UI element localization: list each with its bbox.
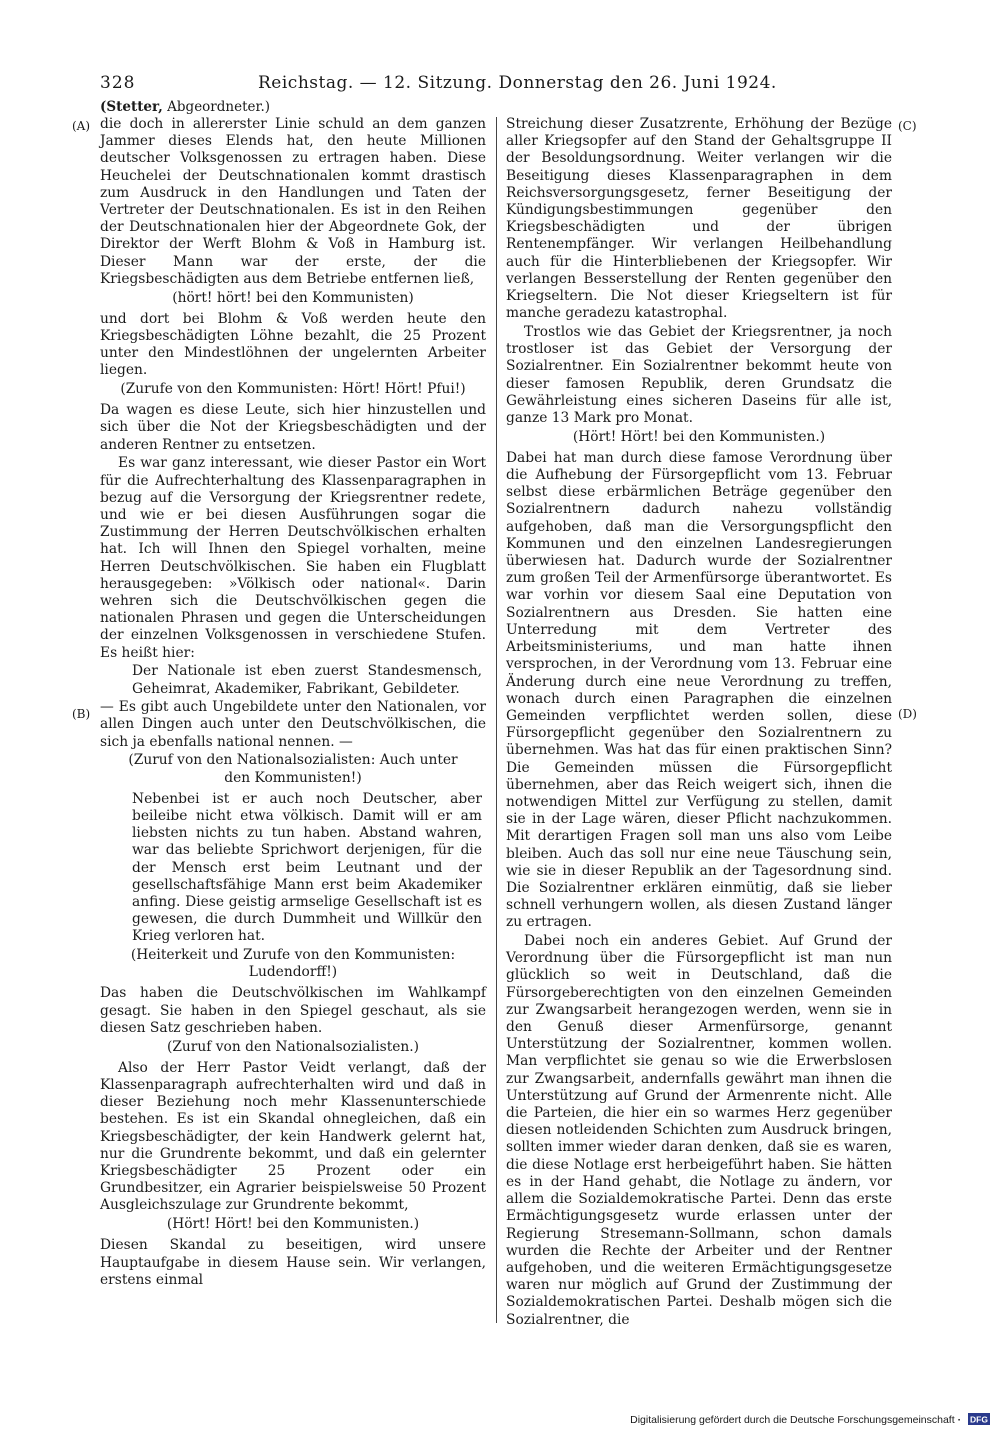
paragraph: und dort bei Blohm & Voß werden heute den Kriegsbeschädigten Löhne bezahlt, die 25 Prozent unter den Mindestlöhnen der ungelernten Arbeiter liegen. [100, 310, 486, 379]
paragraph: die doch in allererster Linie schuld an dem ganzen Jammer dieses Elends hat, den heute Millionen deutscher Volksgenossen zu ertragen haben. Diese Heuchelei der Deutschnationalen kommt drastisch zum Ausdruck in den Handlungen und Taten der Vertreter der Deutschnationalen. Es ist in den Reihen der Deutschnationalen hier der Abgeordnete Gok, der Direktor der Werft Blohm & Voß in Hamburg ist. Dieser Mann war der erste, der die Kriegsbeschädigten aus dem Betriebe entfernen ließ, [100, 116, 486, 287]
interjection: (Hört! Hört! bei den Kommunisten.) [572, 428, 826, 445]
page-number: 328 [100, 73, 136, 93]
paragraph: Es war ganz interessant, wie dieser Pastor ein Wort für die Aufrechterhaltung des Klassenparagraphen in bezug auf die Versorgung der Kriegsrentner redete, und wie er bei diesen Ausführungen sogar die Zustimmung der Herren Deutschvölkischen erhalten hat. Ich will Ihnen den Spiegel vorhalten, meine Herren Deutschvölkischen. Sie haben ein Flugblatt herausgegeben: »Völkisch oder national«. Darin wehren sich die Deutschvölkischen gegen die nationalen Phrasen und gegen die Unterscheidungen der einzelnen Volksgenossen in verschiedene Stufen. Es heißt hier: [100, 455, 486, 661]
paragraph: Da wagen es diese Leute, sich hier hinzustellen und sich über die Not der Kriegsbeschädigten und der anderen Rentner zu entsetzen. [100, 402, 486, 453]
speaker-label [100, 98, 270, 116]
dfg-logo-icon [968, 1413, 990, 1425]
quotation: Der Nationale ist eben zuerst Standesmensch, Geheimrat, Akademiker, Fabrikant, Gebildeter. [132, 663, 482, 697]
margin-mark-c: (C) [898, 119, 917, 133]
interjection: (Hört! Hört! bei den Kommunisten.) [166, 1216, 420, 1233]
column-divider [496, 117, 497, 1323]
paragraph: Dabei noch ein anderes Gebiet. Auf Grund der Verordnung über die Fürsorgepflicht ist man nun glücklich so weit in Deutschland, daß die Fürsorgeberechtigten von den einzelnen Gemeinden zur Zwangsarbeit herangezogen werden, wenn sie in den Genuß dieser Armenfürsorge, genannt Unterstützung der Sozialrentner, kommen wollen. Man verpflichtet sie genau so wie die Erwerbslosen zur Zwangsarbeit, andernfalls gewährt man ihnen die Unterstützung auf Grund der Armenrente nicht. Alle die Parteien, die hier ein so warmes Herz gegenüber diesen notleidenden Schichten zum Ausdruck bringen, sollten immer wieder daran denken, daß sie es waren, die diese Notlage erst herbeigeführt haben. Sie hätten es in der Hand gehabt, die Notlage zu ändern, vor allem die Sozialdemokratische Partei. Denn das erste Ermächtigungsgesetz wurde erlassen unter der Regierung Stresemann-Sollmann, schon damals wurden die Rechte der Arbeiter und der Rentner aufgehoben, und die weiteren Ermächtigungsgesetze waren nur möglich auf Grund der Zustimmung der Sozialdemokratischen Partei. Deshalb mögen sich die Sozialrentner, die [506, 933, 892, 1328]
paragraph: Also der Herr Pastor Veidt verlangt, daß der Klassenparagraph aufrechterhalten wird und daß in dieser Beziehung noch mehr Klassenunterschiede bestehen. Es ist ein Skandal ohnegleichen, daß ein Kriegsbeschädigter, der kein Handwerk gelernt hat, nur die Grundrente bekommt, und daß ein gelernter Kriegsbeschädigter 25 Prozent oder ein Grundbesitzer, ein Agrarier beispielsweise 50 Prozent Ausgleichszulage zur Grundrente bekommt, [100, 1059, 486, 1214]
footer-text: Digitalisierung gefördert durch die Deutsche Forschungsgemeinschaft [630, 1414, 955, 1426]
margin-mark-b: (B) [72, 707, 91, 721]
page-header [100, 68, 777, 98]
quotation: Nebenbei ist er auch noch Deutscher, aber beileibe nicht etwa völkisch. Damit will er am liebsten nichts zu tun haben. Abstand wahren, war das beliebte Sprichwort derjenigen, für die der Mensch erst beim Leutnant und der gesellschaftsfähige Mann erst beim Akademiker anfing. Diese geistig armselige Gesellschaft ist es gewesen, die durch Dummheit und Willkür den Krieg verloren hat. [132, 790, 482, 945]
paragraph: Trostlos wie das Gebiet der Kriegsrentner, ja noch trostloser ist das Gebiet der Versorgung der Sozialrentner. Ein Sozialrentner bekommt heute von dieser famosen Republik, deren Grundsatz die Gewährleistung eines sicheren Daseins für alle ist, ganze 13 Mark pro Monat. [506, 323, 892, 426]
right-column [506, 116, 892, 1330]
running-title: Reichstag. — 12. Sitzung. Donnerstag den 26. Juni 1924. [258, 73, 777, 93]
paragraph: Dabei hat man durch diese famose Verordnung über die Aufhebung der Fürsorgepflicht vom 13. Februar selbst diese erbärmlichen Beträge gegenüber den Sozialrentnern dadurch nahezu vollständig aufgehoben, daß man die Versorgungspflicht den Kommunen und den einzelnen Landesregierungen überwiesen hat. Dadurch wurde der Sozialrentner zum großen Teil der Armenfürsorge überantwortet. Es war vorhin vor diesem Saal eine Deputation von Sozialrentnern aus Dresden. Sie hatten eine Unterredung mit dem Vertreter des Arbeitsministeriums, und man hatte ihnen versprochen, in der Verordnung vom 13. Februar eine Änderung durch eine neue Verordnung zu treffen, wonach durch einen Paragraphen die einzelnen Gemeinden verpflichtet werden sollen, diese Fürsorgepflicht gegenüber den Sozialrentnern zu übernehmen. Was hat das für einen praktischen Sinn? Die Gemeinden müssen die Fürsorgepflicht übernehmen, aber das Reich weigert sich, ihnen die notwendigen Mittel zur Verfügung zu stellen, damit sie in der Lage wären, dieser Pflicht nachzukommen. Mit derartigen Fragen soll man uns also vom Leibe bleiben. Auch das soll nur eine neue Täuschung sein, wie sie in dieser Republik an der Tagesordnung sind. Die Sozialrentner erklären einmütig, daß sie lieber schnell verhungern wollen, als diesen Zustand länger zu ertragen. [506, 449, 892, 931]
margin-mark-d: (D) [898, 707, 917, 721]
speaker-role: Abgeordneter.) [167, 99, 271, 115]
paragraph: Streichung dieser Zusatzrente, Erhöhung der Bezüge aller Kriegsopfer auf den Stand der Gehaltsgruppe II der Besoldungsordnung. Weiter verlangen wir die Beseitigung dieses Klassenparagraphen in dem Reichsversorgungsgesetz, ferner Beseitigung der Kündigungsbestimmungen gegenüber den Kriegsbeschädigten und der übrigen Rentenempfänger. Wir verlangen Heilbehandlung auch für die Hinterbliebenen der Kriegsopfer. Wir verlangen Besserstellung der Renten gegenüber den Kriegseltern. Die Not dieser Kriegseltern ist für manche geradezu katastrophal. [506, 116, 892, 322]
speaker-name: (Stetter, [100, 99, 163, 115]
interjection: (Heiterkeit und Zurufe von den Kommunisten: Ludendorff!) [130, 947, 456, 981]
interjection: (Zuruf von den Nationalsozialisten: Auch unter den Kommunisten!) [128, 752, 458, 786]
footer-credit: Digitalisierung gefördert durch die Deutsche Forschungsgemeinschaft · DFG [600, 1412, 990, 1428]
paragraph: Diesen Skandal zu beseitigen, wird unsere Hauptaufgabe in diesem Hause sein. Wir verlangen, erstens einmal [100, 1237, 486, 1288]
interjection: (Zurufe von den Kommunisten: Hört! Hört! Pfui!) [120, 381, 466, 398]
paragraph: Das haben die Deutschvölkischen im Wahlkampf gesagt. Sie haben in den Spiegel geschaut, als sie diesen Satz geschrieben haben. [100, 985, 486, 1036]
left-column [100, 116, 486, 1290]
interjection: (hört! hört! bei den Kommunisten) [172, 289, 414, 306]
svg-text:DFG: DFG [970, 1414, 988, 1425]
interjection: (Zuruf von den Nationalsozialisten.) [166, 1038, 420, 1055]
margin-mark-a: (A) [72, 119, 91, 133]
paragraph: — Es gibt auch Ungebildete unter den Nationalen, vor allen Dingen auch unter den Deutschvölkischen, die sich ja ebenfalls national nennen. — [100, 699, 486, 750]
